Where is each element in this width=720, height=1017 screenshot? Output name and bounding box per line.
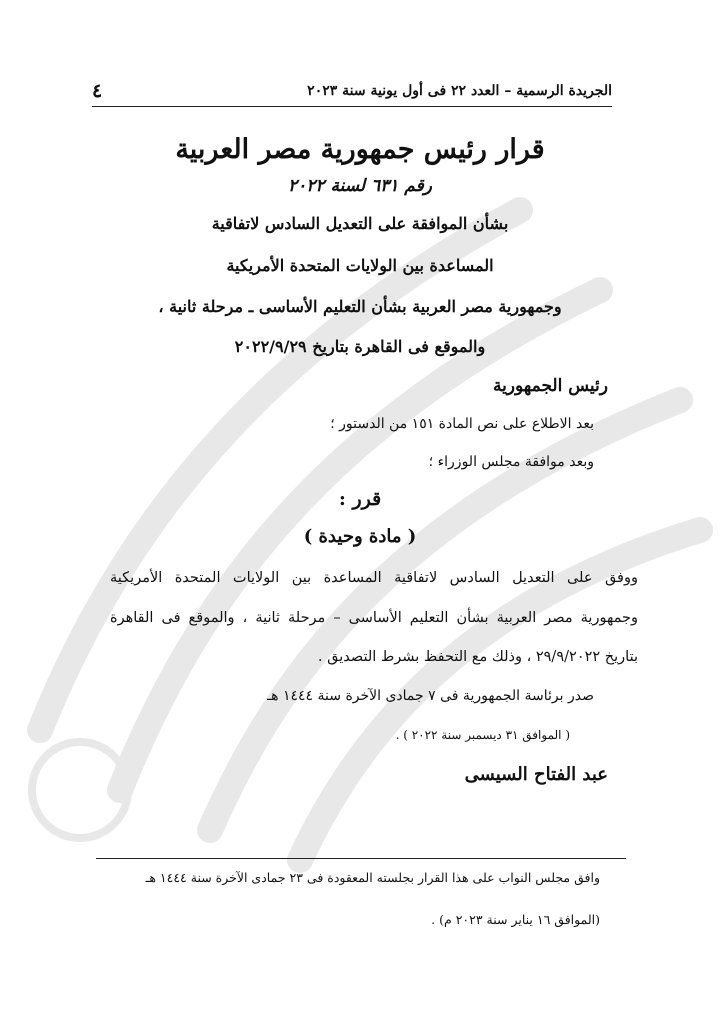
page-number: ٤	[92, 80, 103, 102]
signature-name: عبد الفتاح السيسى	[464, 764, 608, 785]
article-body-line: بتاريخ ٢٩/٩/٢٠٢٢ ، وذلك مع التحفظ بشرط التصديق .	[317, 649, 638, 665]
article-body-line: وجمهورية مصر العربية بشأن التعليم الأساسى – مرحلة ثانية ، والموقع فى القاهرة	[110, 610, 638, 626]
decree-subject-line: المساعدة بين الولايات المتحدة الأمريكية	[226, 256, 494, 275]
footnote-line: وافق مجلس النواب على هذا القرار بجلسته المعقودة فى ٢٣ جمادى الآخرة سنة ١٤٤٤ هـ	[145, 870, 600, 885]
issued-line: صدر برئاسة الجمهورية فى ٧ جمادى الآخرة سنة ١٤٤٤ هـ	[267, 688, 594, 704]
decree-number: رقم ٦٣١ لسنة ٢٠٢٢	[288, 176, 432, 196]
footnote-line: (الموافق ١٦ يناير سنة ٢٠٢٣ م) .	[431, 912, 600, 927]
corresponding-date: ( الموافق ٣١ ديسمبر سنة ٢٠٢٢ ) .	[395, 728, 570, 742]
president-label: رئيس الجمهورية	[492, 376, 608, 396]
recital-line: وبعد موافقة مجلس الوزراء ؛	[428, 454, 594, 470]
article-heading: ( مادة وحيدة )	[303, 526, 417, 547]
decree-title: قرار رئيس جمهورية مصر العربية	[175, 134, 545, 165]
decree-subject-line: وجمهورية مصر العربية بشأن التعليم الأساسى ـ مرحلة ثانية ،	[158, 297, 562, 316]
article-body-line: ووفق على التعديل السادس لاتفاقية المساعدة بين الولايات المتحدة الأمريكية	[110, 570, 638, 586]
decree-subject-line: بشأن الموافقة على التعديل السادس لاتفاقية	[211, 214, 509, 233]
decree-subject-line: والموقع فى القاهرة بتاريخ ٢٠٢٢/٩/٢٩	[234, 337, 486, 356]
header-divider	[92, 106, 612, 107]
decided-heading: قرر :	[338, 488, 382, 510]
gazette-title: الجريدة الرسمية – العدد ٢٢ فى أول يونية سنة ٢٠٢٣	[307, 83, 612, 99]
gazette-header	[92, 78, 612, 104]
recital-line: بعد الاطلاع على نص المادة ١٥١ من الدستور ؛	[330, 416, 594, 432]
footnote-divider	[96, 858, 626, 859]
